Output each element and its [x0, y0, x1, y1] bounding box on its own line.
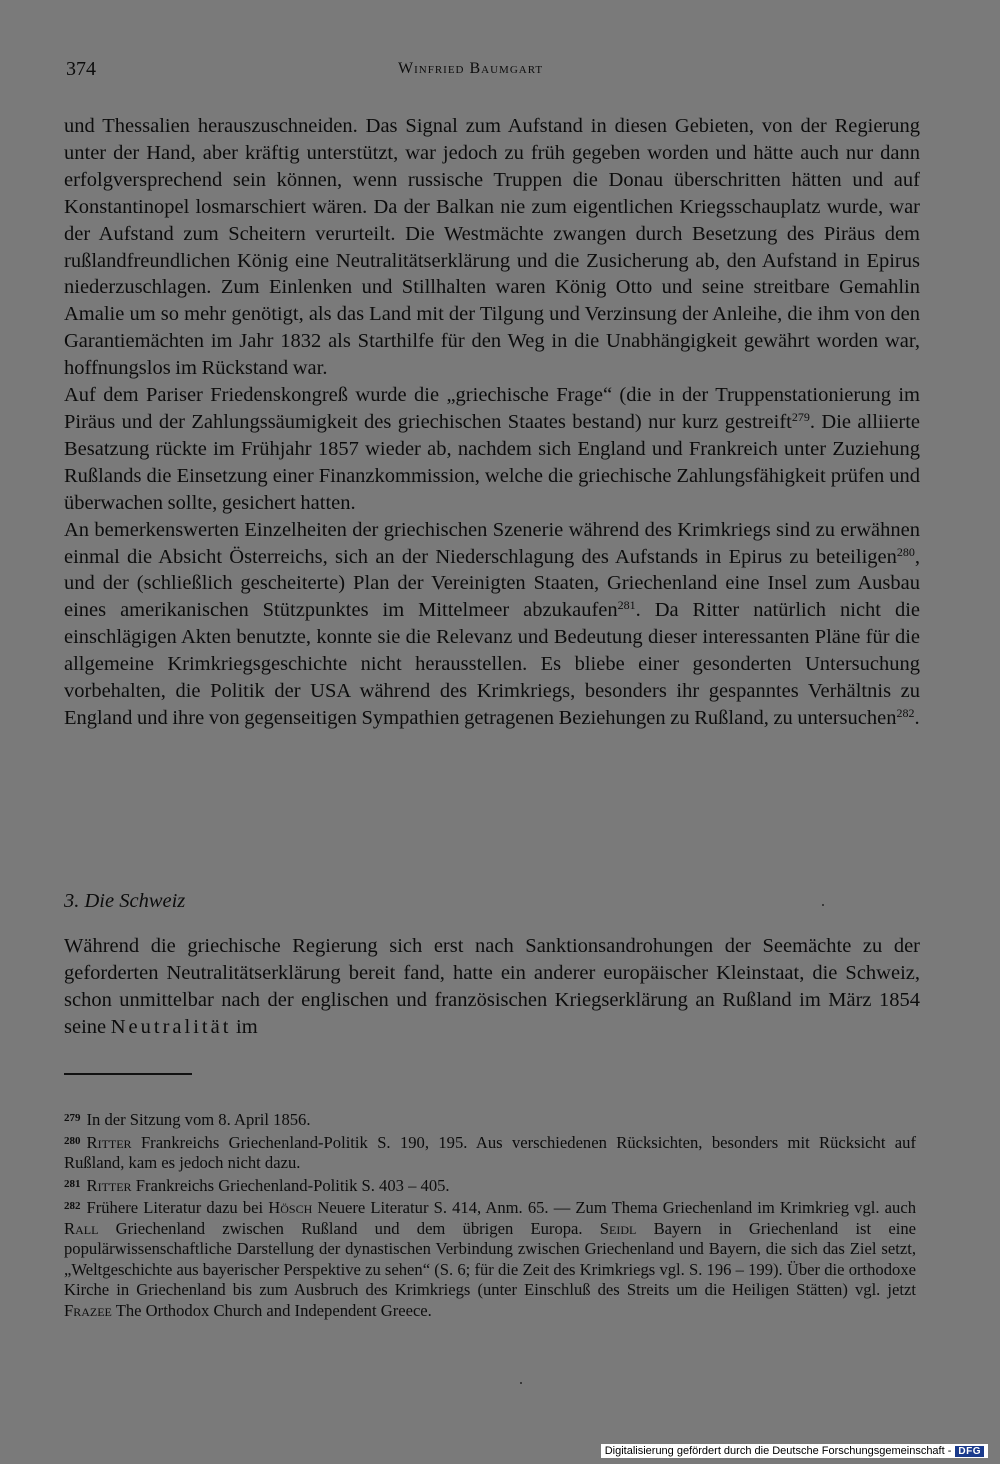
footnote-author: Frazee [64, 1300, 112, 1320]
footnote-text: The Orthodox Church and Independent Greece. [111, 1300, 432, 1320]
credit-text: Digitalisierung gefördert durch die Deutsche Forschungsgemeinschaft - [604, 1445, 952, 1457]
section-text-spaced: Neutralität [110, 1015, 232, 1038]
paragraph-2-text-cont: . Die alliierte Besatzung rückte im Frühjahr 1857 wieder ab, nachdem sich England und Frankreich unter Zuziehung Rußlands die Einsetzung einer Finanzkommission, welche die griechische Zahlungsfähigkeit prüfen und überwachen sollte, gesichert hatten. [64, 410, 920, 514]
footnote-author: Rall [64, 1218, 99, 1238]
footnote-number: 280 [64, 1134, 81, 1147]
footnote-text: Frankreichs Griechenland-Politik S. 403 – 405. [131, 1175, 450, 1195]
footnote-280 [64, 1131, 916, 1174]
scan-speck [520, 1382, 522, 1384]
footnote-text: Frühere Literatur dazu bei [86, 1198, 269, 1217]
footnote-282 [64, 1196, 916, 1321]
scan-speck [822, 904, 824, 906]
paragraph-3-text-b: , und der (schließlich gescheiterte) Plan der Vereinigten Staaten, Griechenland eine Insel zum Ausbau eines amerikanischen Stützpunktes im Mittelmeer abzukaufen [64, 545, 920, 622]
section-text-a: Während die griechische Regierung sich erst nach Sanktionsandrohungen der Seemächte zu der geforderten Neutralitätserklärung bereit fand, hatte ein anderer europäischer Kleinstaat, die Schweiz, schon unmittelbar nach der englischen und französischen Kriegserklärung an Rußland im März 1854 seine [64, 935, 920, 1038]
footnote-text: Bayern in Griechenland ist eine populärwissenschaftliche Darstellung der dynastischen Verbindung zwischen Griechenland und Bayern, die sich das Ziel setzt, „Weltgeschichte aus bayerischer Perspektive zu sehen“ (S. 6; für die Zeit des Krimkriegs vgl. S. 196 – 199). Über die orthodoxe Kirche in Griechenland bis zum Ausbruch des Krimkriegs (unter Einschluß des Streits um die Heiligen Stätten) vgl. jetzt [64, 1218, 916, 1299]
footnote-number: 282 [64, 1200, 81, 1212]
paragraph-3 [64, 517, 920, 732]
footnote-author: Ritter [86, 1175, 132, 1195]
section-paragraph [64, 933, 920, 1041]
footnote-number: 281 [64, 1177, 81, 1190]
paragraph-3-text: An bemerkenswerten Einzelheiten der griechischen Szenerie während des Krimkriegs sind zu erwähnen einmal die Absicht Österreichs, sich an der Niederschlagung des Aufstands in Epirus zu beteiligen [64, 518, 920, 568]
paragraph-1: und Thessalien herauszuschneiden. Das Signal zum Aufstand in diesen Gebieten, von der Regierung unter der Hand, aber kräftig unterstützt, war jedoch zu früh gegeben worden und hätte auch nur dann erfolgversprechend sein können, wenn russische Truppen die Donau überschritten hätten und auf Konstantinopel losmarschiert wären. Da der Balkan nie zum eigentlichen Kriegsschauplatz wurde, war der Aufstand zum Scheitern verurteilt. Die Westmächte zwangen durch Besetzung des Piräus dem rußlandfreundlichen König eine Neutralitätserklärung und die Zusicherung ab, den Aufstand in Epirus niederzuschlagen. Zum Einlenken und Stillhalten waren König Otto und seine streitbare Gemahlin Amalie um so mehr genötigt, als das Land mit der Tilgung und Verzinsung der Anleihe, die ihm von den Garantiemächten im Jahr 1832 als Starthilfe für den Weg in die Unabhängigkeit gewährt worden war, hoffnungslos im Rückstand war. [64, 115, 920, 380]
footnote-279 [64, 1108, 916, 1131]
footnote-author: Hösch [268, 1198, 313, 1217]
running-head: Winfried Baumgart [398, 60, 544, 77]
footnote-rule [64, 1073, 192, 1075]
section-text [64, 933, 920, 1041]
footnote-author: Seidl [599, 1218, 637, 1238]
paragraph-3-text-d: . [914, 706, 920, 729]
dfg-logo-icon: DFG [955, 1446, 984, 1457]
paragraph-2 [64, 382, 920, 517]
paragraph-2-text: Auf dem Pariser Friedenskongreß wurde die „griechische Frage“ (die in der Truppenstationierung im Piräus und der Zahlungssäumigkeit des griechischen Staates bestand) nur kurz gestreift [64, 384, 920, 433]
footnote-ref-279[interactable]: 279 [791, 409, 810, 424]
paragraph-3-text-c: . Da Ritter natürlich nicht die einschlägigen Akten benutzte, konnte sie die Relevanz und Bedeutung dieser interessanten Pläne für die allgemeine Krimkriegsgeschichte nicht herausstellen. Es bliebe einer gesonderten Untersuchung vorbehalten, die Politik der USA während des Krimkriegs, besonders ihr gespanntes Verhältnis zu England und ihre von gegenseitigen Sympathien getragenen Beziehungen zu Rußland, zu untersuchen [64, 599, 920, 729]
footnote-ref-280[interactable]: 280 [896, 544, 915, 559]
footnote-text: In der Sitzung vom 8. April 1856. [86, 1110, 311, 1129]
footnote-number: 279 [64, 1112, 81, 1124]
main-text [64, 113, 920, 732]
digitization-credit[interactable] [601, 1444, 988, 1458]
footnote-text: Frankreichs Griechenland-Politik S. 190, 195. Aus verschiedenen Rücksichten, besonders mit Rücksicht auf Rußland, kam es jedoch nicht dazu. [64, 1132, 916, 1172]
section-text-b: im [236, 1015, 258, 1038]
page-number: 374 [66, 58, 96, 80]
footnote-ref-281[interactable]: 281 [617, 598, 636, 613]
footnote-text: Neuere Literatur S. 414, Anm. 65. — Zum Thema Griechenland im Krimkrieg vgl. auch [312, 1198, 916, 1217]
footnote-text: Griechenland zwischen Rußland und dem übrigen Europa. [98, 1218, 600, 1238]
section-heading: 3. Die Schweiz [64, 890, 186, 912]
footnote-author: Ritter [86, 1132, 132, 1152]
footnote-281 [64, 1174, 916, 1197]
footnotes [64, 1108, 916, 1321]
footnote-ref-282[interactable]: 282 [896, 705, 915, 720]
